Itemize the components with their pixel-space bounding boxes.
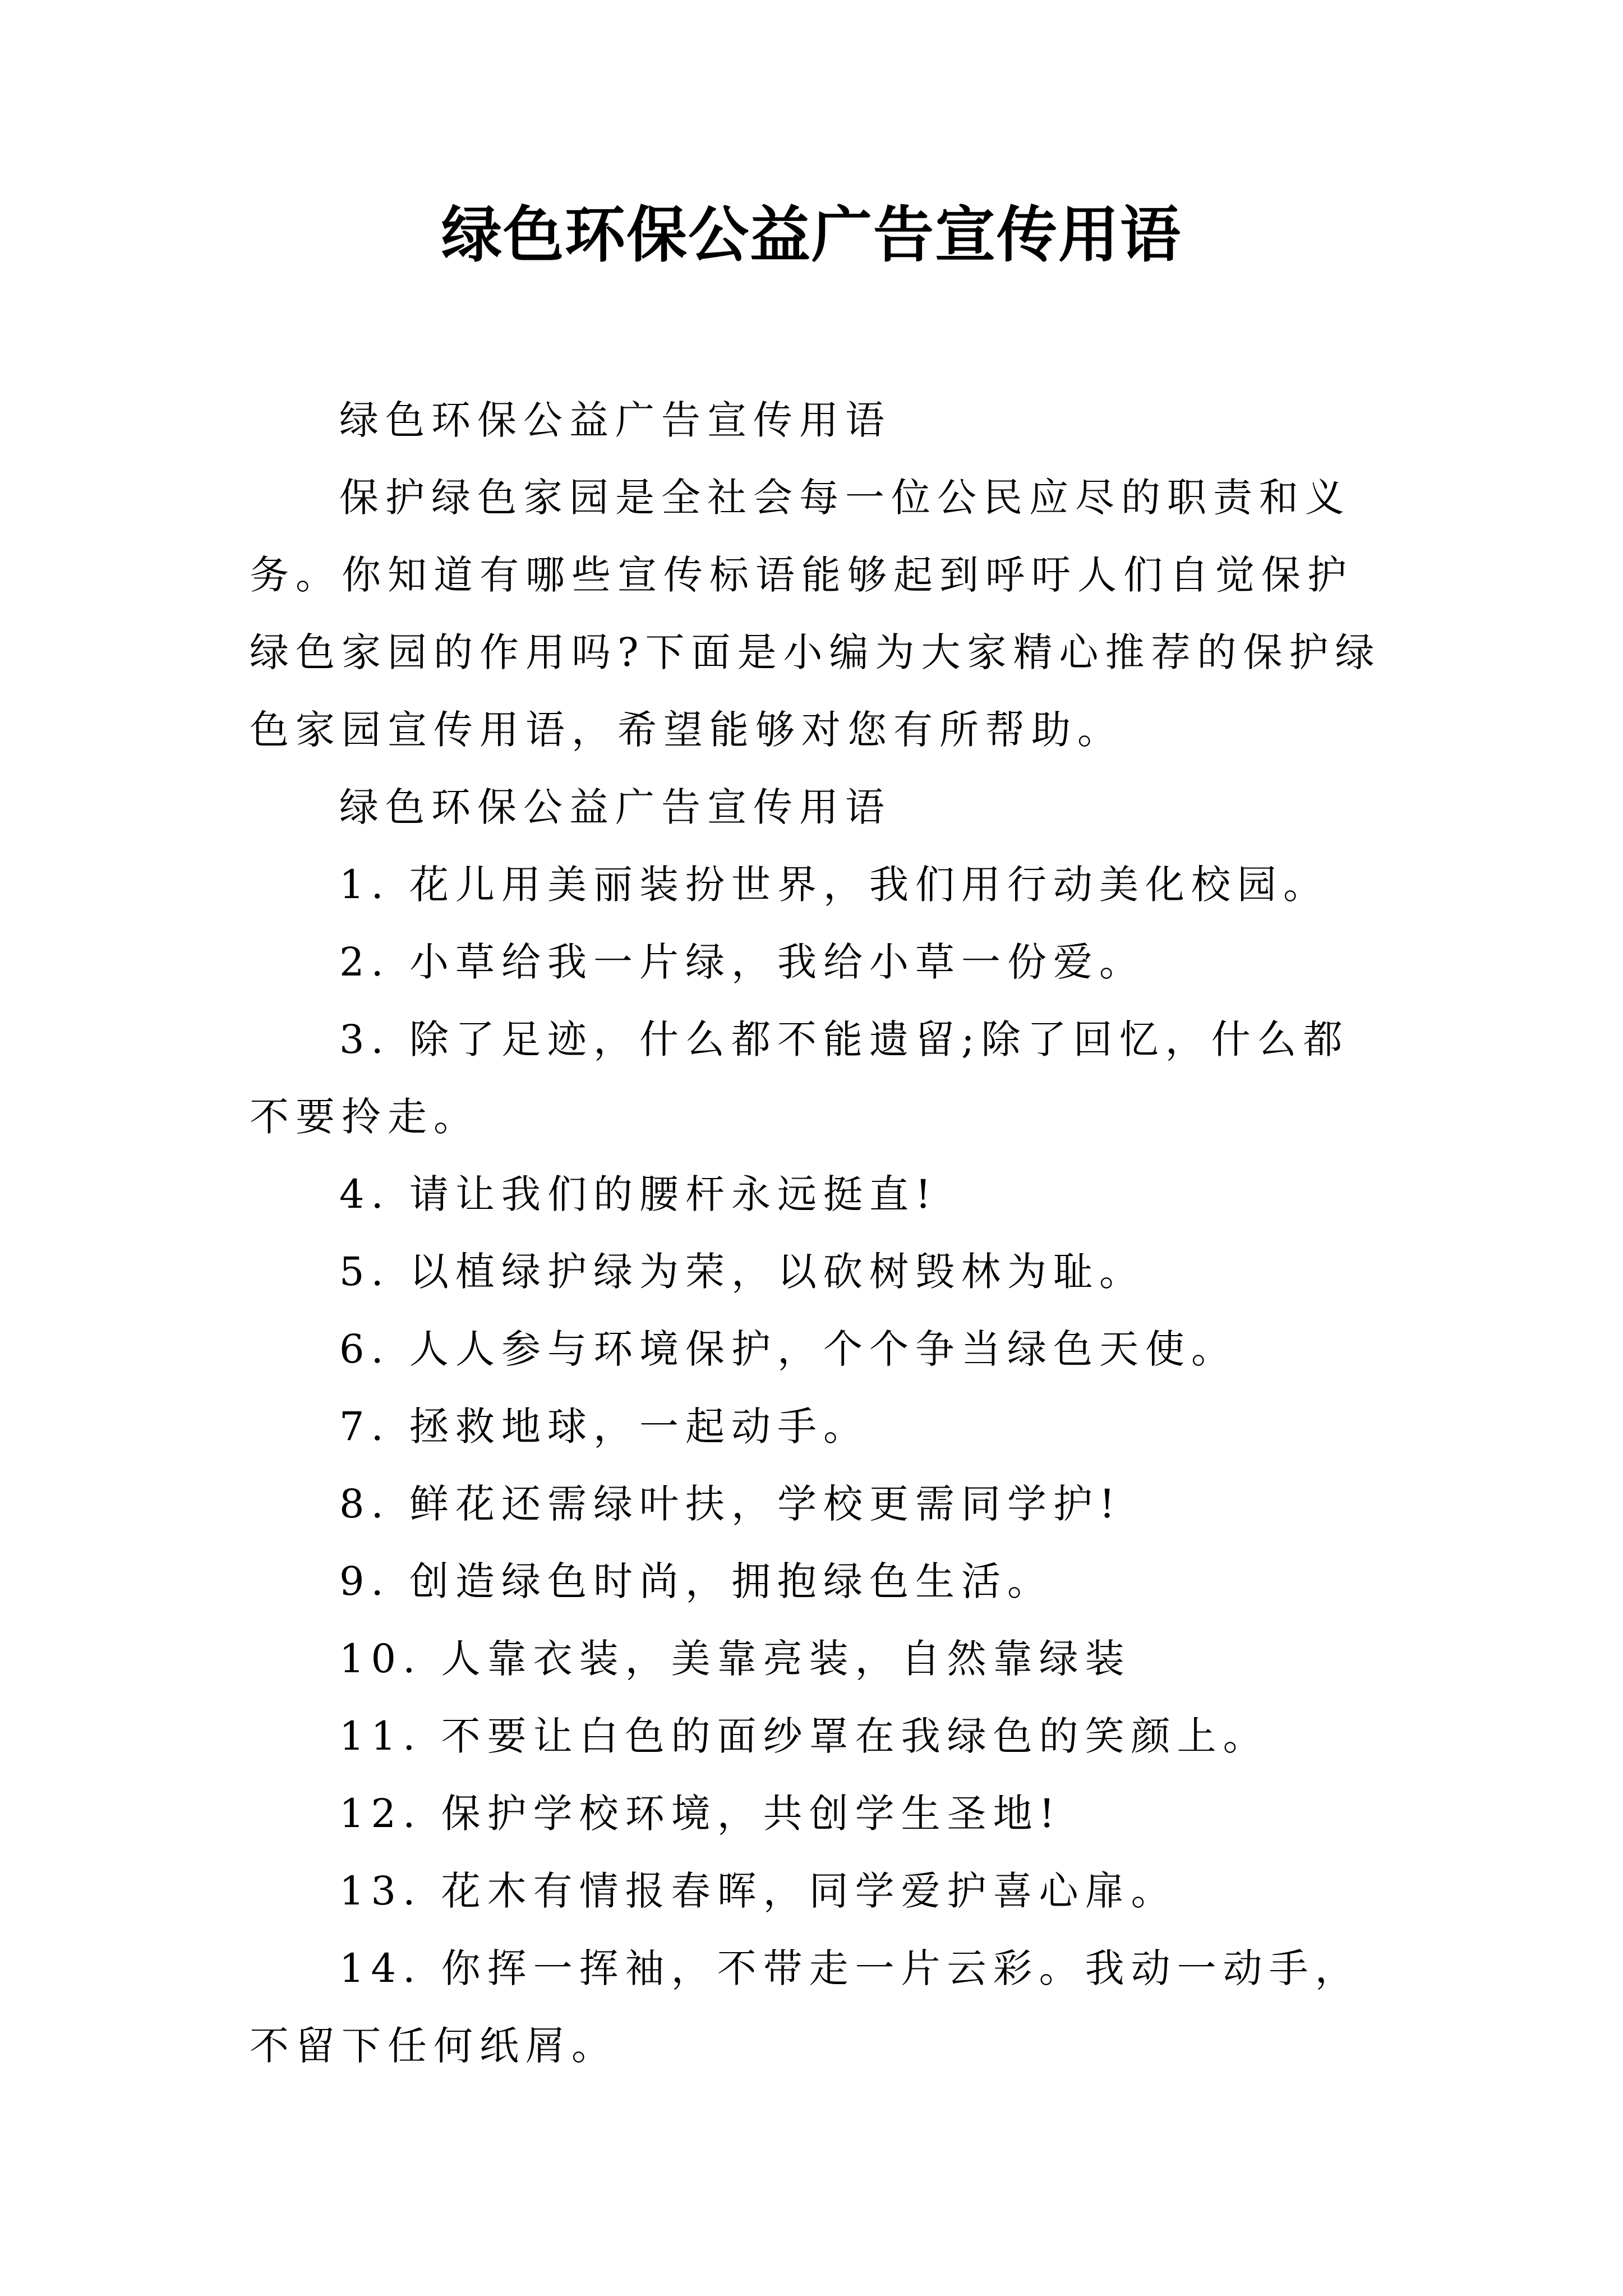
slogan-item: 5. 以植绿护绿为荣，以砍树毁林为耻。 <box>339 1249 1146 1295</box>
slogan-item: 2. 小草给我一片绿，我给小草一份爱。 <box>339 939 1146 985</box>
document-body <box>250 381 1388 2085</box>
slogan-item: 1. 花儿用美丽装扮世界，我们用行动美化校园。 <box>339 862 1330 908</box>
paragraph-section-heading: 绿色环保公益广告宣传用语 <box>339 784 891 830</box>
slogan-item: 11. 不要让白色的面纱罩在我绿色的笑颜上。 <box>339 1713 1269 1759</box>
slogan-item: 10. 人靠衣装，美靠亮装，自然靠绿装 <box>339 1636 1131 1682</box>
slogan-item: 3. 除了足迹，什么都不能遗留;除了回忆，什么都不要拎走。 <box>250 1016 1349 1140</box>
slogan-item: 14. 你挥一挥袖，不带走一片云彩。我动一动手，不留下任何纸屑。 <box>250 1945 1361 2069</box>
slogan-item: 9. 创造绿色时尚，拥抱绿色生活。 <box>339 1558 1054 1604</box>
slogan-item: 7. 拯救地球，一起动手。 <box>339 1404 870 1450</box>
slogan-item: 13. 花木有情报春晖，同学爱护喜心扉。 <box>339 1868 1177 1914</box>
slogan-item: 12. 保护学校环境，共创学生圣地! <box>339 1791 1062 1837</box>
slogan-item: 6. 人人参与环境保护，个个争当绿色天使。 <box>339 1326 1238 1372</box>
slogan-item: 4. 请让我们的腰杆永远挺直! <box>339 1171 938 1217</box>
paragraph-intro: 保护绿色家园是全社会每一位公民应尽的职责和义务。你知道有哪些宣传标语能够起到呼吁人们自觉保护绿色家园的作用吗?下面是小编为大家精心推荐的保护绿色家园宣传用语，希望能够对您有所帮助。 <box>250 475 1381 753</box>
slogan-item: 8. 鲜花还需绿叶扶，学校更需同学护! <box>339 1481 1122 1527</box>
paragraph-subtitle: 绿色环保公益广告宣传用语 <box>339 397 891 443</box>
page-title: 绿色环保公益广告宣传用语 <box>441 200 1182 270</box>
